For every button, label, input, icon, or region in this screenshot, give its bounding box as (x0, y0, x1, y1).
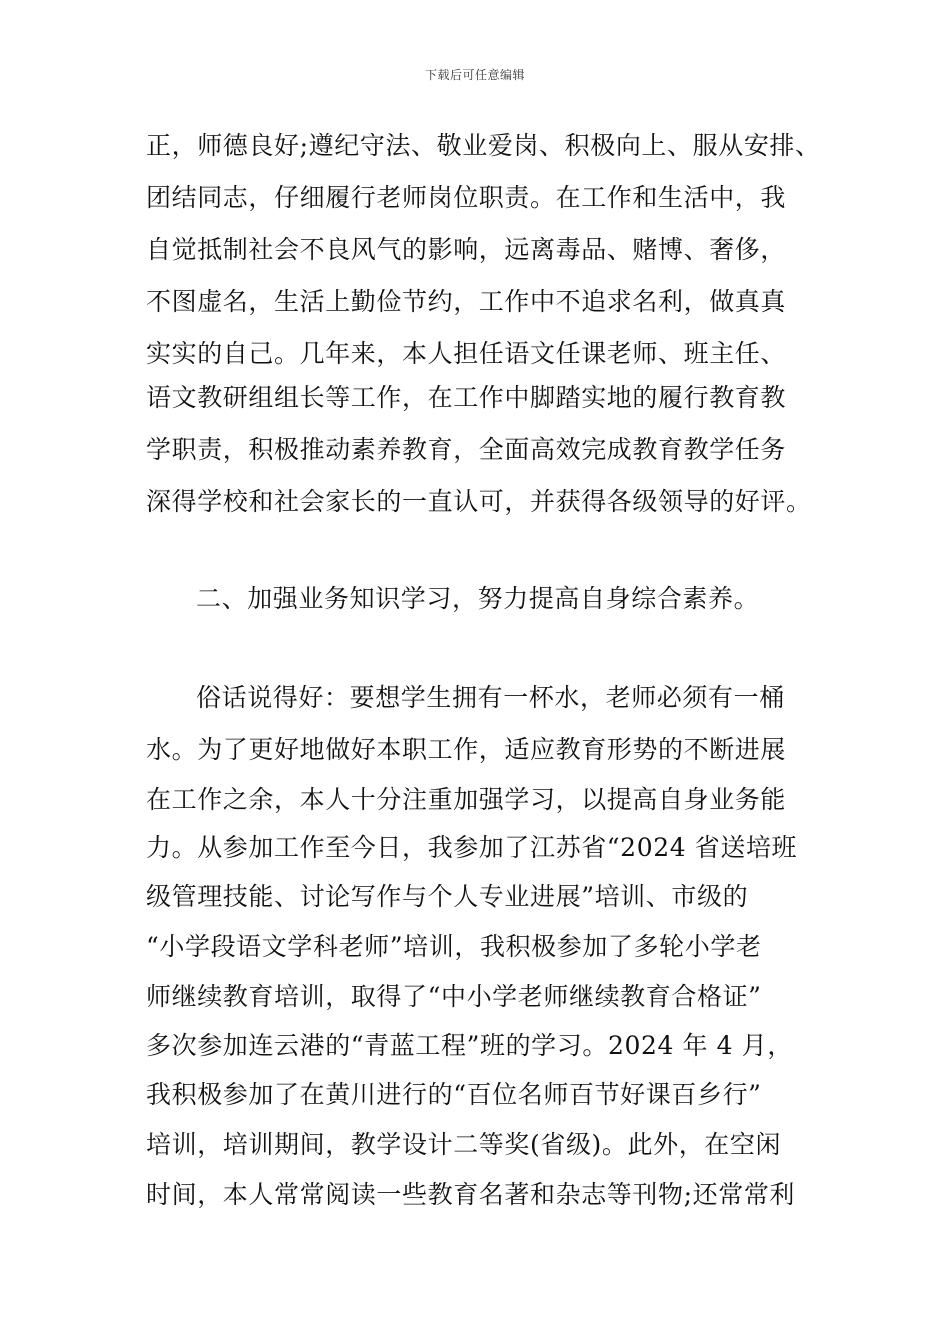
paragraph-1-line: 自觉抵制社会不良风气的影响，远离毒品、赌博、奢侈， (146, 235, 787, 264)
paragraph-1-line: 团结同志，仔细履行老师岗位职责。在工作和生活中，我 (146, 183, 787, 212)
paragraph-1-line: 正，师德良好;遵纪守法、敬业爱岗、积极向上、服从安排、 (146, 131, 821, 160)
paragraph-2-line: 在工作之余，本人十分注重加强学习，以提高自身业务能 (146, 785, 787, 814)
paragraph-2-line: 培训，培训期间，教学设计二等奖(省级)。此外，在空闲 (146, 1130, 782, 1159)
paragraph-2-line: 多次参加连云港的“青蓝工程”班的学习。2024 年 4 月， (146, 1031, 793, 1060)
paragraph-2-line: 水。为了更好地做好本职工作，适应教育形势的不断进展 (146, 735, 787, 764)
paragraph-1-line: 学职责，积极推动素养教育，全面高效完成教育教学任务 (146, 435, 787, 464)
paragraph-2-line: 力。从参加工作至今日，我参加了江苏省“2024 省送培班 (146, 833, 798, 862)
paragraph-1-line: 实实的自己。几年来，本人担任语文任课老师、班主任、 (146, 339, 787, 368)
paragraph-2-line: 俗话说得好：要想学生拥有一杯水，老师必须有一桶 (196, 683, 785, 712)
paragraph-1-line: 不图虚名，生活上勤俭节约，工作中不追求名利，做真真 (146, 287, 787, 316)
section-2-heading: 二、加强业务知识学习，努力提高自身综合素养。 (196, 584, 760, 613)
paragraph-1-line: 语文教研组组长等工作，在工作中脚踏实地的履行教育教 (146, 383, 787, 412)
paragraph-2-line: “小学段语文学科老师”培训，我积极参加了多轮小学老 (146, 932, 762, 961)
paragraph-2-line: 师继续教育培训，取得了“中小学老师继续教育合格证” (146, 982, 762, 1011)
paragraph-2-line: 级管理技能、讨论写作与个人专业进展”培训、市级的 (146, 882, 749, 911)
paragraph-2-line: 时间，本人常常阅读一些教育名著和杂志等刊物;还常常利 (146, 1180, 796, 1209)
paragraph-2-line: 我积极参加了在黄川进行的“百位名师百节好课百乡行” (146, 1080, 762, 1109)
paragraph-1-line: 深得学校和社会家长的一直认可，并获得各级领导的好评。 (146, 487, 812, 516)
page-header-note: 下载后可任意编辑 (424, 68, 525, 82)
